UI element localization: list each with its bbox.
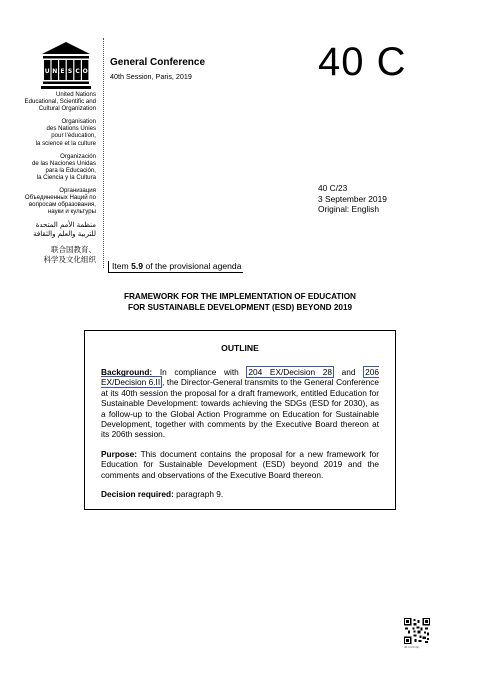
svg-text:C: C bbox=[75, 68, 80, 75]
org-name-arabic: منظمة الأمم المتحدة للتربية والعلم والثقافة bbox=[33, 221, 96, 239]
document-title-line-2: FOR SUSTAINABLE DEVELOPMENT (ESD) BEYOND 2019 bbox=[127, 302, 353, 312]
agenda-item bbox=[108, 261, 243, 273]
conference-session: 40th Session, Paris, 2019 bbox=[110, 72, 192, 81]
purpose-text: This document contains the proposal for a new framework for Education for Sustainable Development (ESD) beyond 2019 and the comments and observations of the Executive Board thereon. bbox=[101, 448, 379, 480]
document-original-language: Original: English bbox=[318, 204, 379, 214]
header-divider bbox=[103, 38, 104, 268]
decision-paragraph bbox=[101, 489, 379, 499]
agenda-item-number: 5.9 bbox=[131, 261, 144, 271]
document-title-line-1: FRAMEWORK FOR THE IMPLEMENTATION OF EDUCATION bbox=[124, 292, 356, 301]
purpose-label: Purpose: bbox=[101, 448, 137, 459]
svg-text:N: N bbox=[52, 68, 58, 75]
background-paragraph bbox=[101, 367, 379, 440]
org-name-english: United Nations Educational, Scientific and Cultural Organization bbox=[24, 91, 96, 113]
unesco-logo bbox=[40, 40, 92, 90]
org-name-chinese: 联合国教育、 科学及文化组织 bbox=[43, 245, 96, 265]
org-name-spanish: Organización de las Naciones Unidas para la Educación, la Ciencia y la Cultura bbox=[31, 152, 96, 181]
document-date: 3 September 2019 bbox=[318, 193, 387, 204]
svg-text:O: O bbox=[82, 68, 88, 75]
org-name-russian: Организация Объединенных Наций по вопросам образования, науки и культуры bbox=[24, 187, 96, 216]
decision-text: paragraph 9. bbox=[173, 489, 224, 500]
purpose-paragraph bbox=[101, 449, 379, 480]
agenda-prefix: Item bbox=[112, 261, 132, 271]
qr-caption: 40 C/23 (E) bbox=[404, 645, 420, 649]
decision-label: Decision required: bbox=[101, 489, 174, 500]
svg-text:S: S bbox=[67, 68, 73, 75]
svg-text:U: U bbox=[44, 68, 50, 75]
outline-heading: OUTLINE bbox=[221, 343, 259, 353]
background-text-mid: and bbox=[334, 367, 364, 377]
background-text-end: , the Director-General transmits to the General Conference at its 40th session the proposal for a draft framework, entitled Education for Sustainable Development: towards achieving the SDGs (ESD for 2030), as a follow-up to the Global Action Programme on Education for Sustainable Development, together with comments by the Executive Board thereon at its 206th session. bbox=[101, 377, 379, 440]
org-name-french: Organisation des Nations Unies pour l’éducation, la science et la culture bbox=[35, 118, 96, 147]
background-text-start: In compliance with bbox=[152, 367, 247, 377]
document-series-code: 40 C bbox=[318, 40, 407, 84]
outline-box bbox=[84, 330, 396, 510]
background-label: Background: bbox=[101, 367, 153, 377]
organization-names bbox=[25, 91, 96, 271]
decision-link-204[interactable]: 204 EX/Decision 28 bbox=[248, 367, 332, 377]
svg-text:E: E bbox=[60, 68, 65, 75]
document-title bbox=[60, 292, 420, 313]
document-reference bbox=[318, 183, 387, 215]
document-number: 40 C/23 bbox=[318, 183, 348, 193]
qr-code-icon bbox=[404, 618, 430, 644]
conference-title: General Conference bbox=[110, 57, 206, 68]
decision-link-206[interactable]: 206 EX/Decision 6.II bbox=[101, 367, 379, 388]
agenda-suffix: of the provisional agenda bbox=[143, 261, 242, 271]
